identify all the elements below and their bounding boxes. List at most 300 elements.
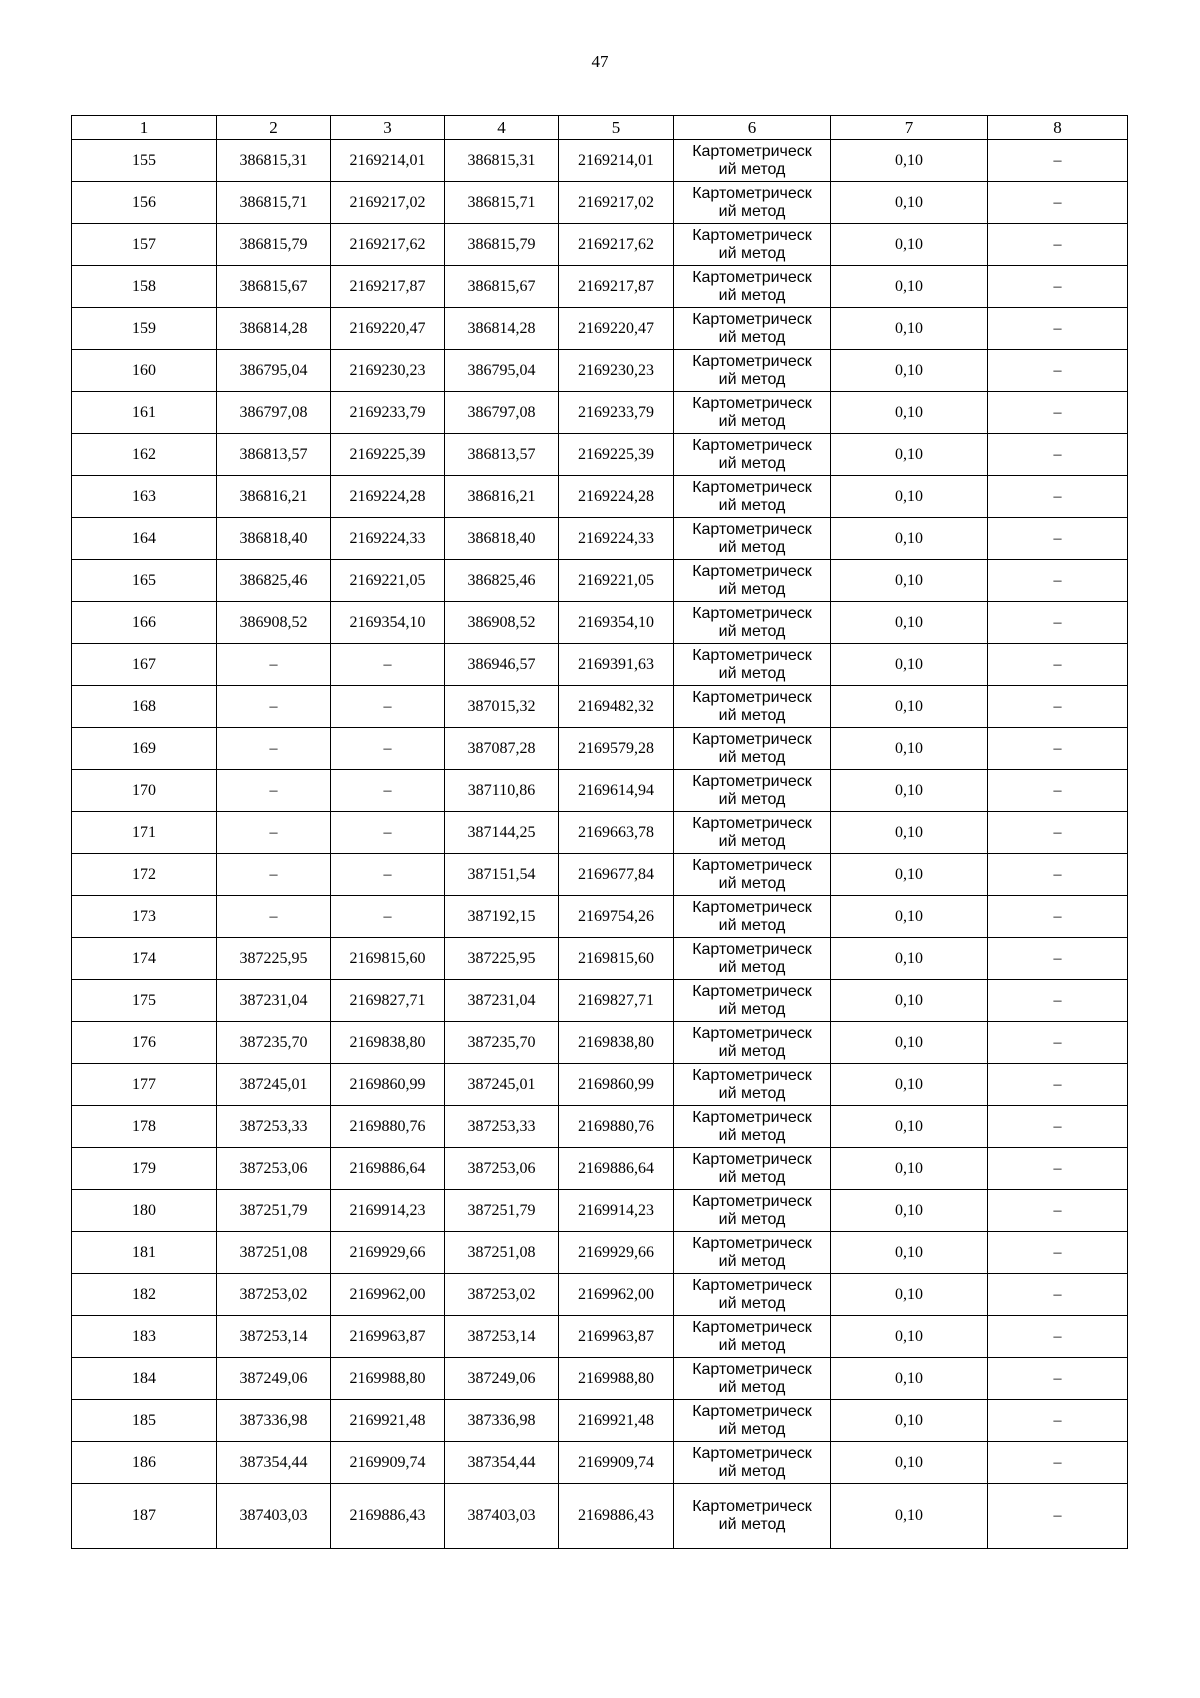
- method-text-line: ий метод: [718, 748, 786, 766]
- old-y-cell: 2169838,80: [331, 1022, 445, 1064]
- method-text-line: Картометрическ: [692, 1234, 812, 1252]
- point-number-cell: 179: [72, 1148, 217, 1190]
- method-cell: [674, 266, 831, 308]
- note-cell: –: [988, 854, 1128, 896]
- accuracy-cell: 0,10: [831, 140, 988, 182]
- method-text-line: ий метод: [718, 496, 786, 514]
- table-row: [72, 392, 1128, 434]
- note-cell: –: [988, 1190, 1128, 1232]
- old-y-cell: –: [331, 686, 445, 728]
- method-text-line: ий метод: [718, 664, 786, 682]
- point-number-cell: 178: [72, 1106, 217, 1148]
- note-cell: –: [988, 1064, 1128, 1106]
- method-cell: [674, 1274, 831, 1316]
- new-y-cell: 2169230,23: [559, 350, 674, 392]
- note-cell: –: [988, 476, 1128, 518]
- method-text-line: ий метод: [718, 538, 786, 556]
- old-x-cell: 386816,21: [217, 476, 331, 518]
- method-text-line: ий метод: [718, 1462, 786, 1480]
- column-header: 3: [331, 116, 445, 140]
- accuracy-cell: 0,10: [831, 476, 988, 518]
- old-y-cell: –: [331, 812, 445, 854]
- method-cell: [674, 728, 831, 770]
- table-row: [72, 602, 1128, 644]
- old-y-cell: 2169860,99: [331, 1064, 445, 1106]
- new-x-cell: 387245,01: [445, 1064, 559, 1106]
- accuracy-cell: 0,10: [831, 392, 988, 434]
- new-y-cell: 2169962,00: [559, 1274, 674, 1316]
- new-x-cell: 386815,31: [445, 140, 559, 182]
- table-row: [72, 560, 1128, 602]
- point-number-cell: 177: [72, 1064, 217, 1106]
- point-number-cell: 171: [72, 812, 217, 854]
- accuracy-cell: 0,10: [831, 350, 988, 392]
- new-x-cell: 386814,28: [445, 308, 559, 350]
- table-row: [72, 1022, 1128, 1064]
- new-y-cell: 2169963,87: [559, 1316, 674, 1358]
- note-cell: –: [988, 686, 1128, 728]
- new-y-cell: 2169909,74: [559, 1442, 674, 1484]
- table-body: [72, 140, 1128, 1549]
- method-text-line: ий метод: [718, 1420, 786, 1438]
- table-row: [72, 350, 1128, 392]
- header-row: [72, 116, 1128, 140]
- column-header: 2: [217, 116, 331, 140]
- point-number-cell: 175: [72, 980, 217, 1022]
- new-x-cell: 386813,57: [445, 434, 559, 476]
- method-text-line: ий метод: [718, 622, 786, 640]
- method-cell: [674, 1316, 831, 1358]
- method-text-line: ий метод: [718, 874, 786, 892]
- new-y-cell: 2169233,79: [559, 392, 674, 434]
- method-text-line: ий метод: [718, 1210, 786, 1228]
- old-x-cell: 387336,98: [217, 1400, 331, 1442]
- method-text-line: ий метод: [718, 1042, 786, 1060]
- accuracy-cell: 0,10: [831, 1232, 988, 1274]
- old-x-cell: 387249,06: [217, 1358, 331, 1400]
- old-x-cell: –: [217, 770, 331, 812]
- old-y-cell: 2169225,39: [331, 434, 445, 476]
- method-text-line: ий метод: [718, 370, 786, 388]
- old-y-cell: 2169217,02: [331, 182, 445, 224]
- old-x-cell: 386815,71: [217, 182, 331, 224]
- method-text-line: Картометрическ: [692, 1066, 812, 1084]
- new-x-cell: 386795,04: [445, 350, 559, 392]
- new-y-cell: 2169217,62: [559, 224, 674, 266]
- new-y-cell: 2169217,87: [559, 266, 674, 308]
- method-cell: [674, 812, 831, 854]
- old-y-cell: 2169224,28: [331, 476, 445, 518]
- old-x-cell: 387235,70: [217, 1022, 331, 1064]
- new-x-cell: 387253,06: [445, 1148, 559, 1190]
- note-cell: –: [988, 1316, 1128, 1358]
- table-row: [72, 1442, 1128, 1484]
- new-y-cell: 2169225,39: [559, 434, 674, 476]
- table-row: [72, 224, 1128, 266]
- method-cell: [674, 686, 831, 728]
- accuracy-cell: 0,10: [831, 1316, 988, 1358]
- old-x-cell: 387253,33: [217, 1106, 331, 1148]
- accuracy-cell: 0,10: [831, 1358, 988, 1400]
- accuracy-cell: 0,10: [831, 1106, 988, 1148]
- accuracy-cell: 0,10: [831, 854, 988, 896]
- accuracy-cell: 0,10: [831, 1274, 988, 1316]
- point-number-cell: 157: [72, 224, 217, 266]
- old-x-cell: 386795,04: [217, 350, 331, 392]
- new-y-cell: 2169929,66: [559, 1232, 674, 1274]
- coordinates-table: [71, 115, 1128, 1549]
- point-number-cell: 185: [72, 1400, 217, 1442]
- method-text-line: Картометрическ: [692, 520, 812, 538]
- new-x-cell: 386815,79: [445, 224, 559, 266]
- accuracy-cell: 0,10: [831, 728, 988, 770]
- method-cell: [674, 476, 831, 518]
- method-text-line: ий метод: [718, 244, 786, 262]
- note-cell: –: [988, 602, 1128, 644]
- old-x-cell: 387251,08: [217, 1232, 331, 1274]
- new-y-cell: 2169482,32: [559, 686, 674, 728]
- table-row: [72, 1148, 1128, 1190]
- new-y-cell: 2169663,78: [559, 812, 674, 854]
- method-cell: [674, 770, 831, 812]
- old-x-cell: –: [217, 854, 331, 896]
- old-x-cell: –: [217, 728, 331, 770]
- accuracy-cell: 0,10: [831, 812, 988, 854]
- method-cell: [674, 392, 831, 434]
- method-cell: [674, 1148, 831, 1190]
- column-header: 8: [988, 116, 1128, 140]
- method-text-line: Картометрическ: [692, 352, 812, 370]
- method-text-line: Картометрическ: [692, 184, 812, 202]
- method-text-line: Картометрическ: [692, 814, 812, 832]
- method-cell: [674, 644, 831, 686]
- old-y-cell: –: [331, 770, 445, 812]
- old-y-cell: 2169962,00: [331, 1274, 445, 1316]
- table-row: [72, 434, 1128, 476]
- point-number-cell: 173: [72, 896, 217, 938]
- method-cell: [674, 1022, 831, 1064]
- old-y-cell: 2169988,80: [331, 1358, 445, 1400]
- new-y-cell: 2169988,80: [559, 1358, 674, 1400]
- method-text-line: ий метод: [718, 454, 786, 472]
- new-y-cell: 2169886,64: [559, 1148, 674, 1190]
- method-text-line: ий метод: [718, 706, 786, 724]
- old-y-cell: 2169886,43: [331, 1484, 445, 1549]
- method-text-line: Картометрическ: [692, 1150, 812, 1168]
- new-x-cell: 386946,57: [445, 644, 559, 686]
- new-x-cell: 387192,15: [445, 896, 559, 938]
- point-number-cell: 164: [72, 518, 217, 560]
- method-text-line: Картометрическ: [692, 940, 812, 958]
- old-x-cell: 387403,03: [217, 1484, 331, 1549]
- method-cell: [674, 602, 831, 644]
- column-header: 1: [72, 116, 217, 140]
- old-x-cell: 386818,40: [217, 518, 331, 560]
- method-cell: [674, 1232, 831, 1274]
- method-text-line: Картометрическ: [692, 142, 812, 160]
- old-y-cell: 2169929,66: [331, 1232, 445, 1274]
- old-x-cell: 387225,95: [217, 938, 331, 980]
- old-y-cell: 2169827,71: [331, 980, 445, 1022]
- old-x-cell: 386908,52: [217, 602, 331, 644]
- old-y-cell: –: [331, 644, 445, 686]
- table-row: [72, 1484, 1128, 1549]
- new-y-cell: 2169614,94: [559, 770, 674, 812]
- method-text-line: ий метод: [718, 1516, 786, 1533]
- method-cell: [674, 1442, 831, 1484]
- table-row: [72, 854, 1128, 896]
- method-cell: [674, 308, 831, 350]
- accuracy-cell: 0,10: [831, 1484, 988, 1549]
- accuracy-cell: 0,10: [831, 1442, 988, 1484]
- method-text-line: Картометрическ: [692, 1108, 812, 1126]
- new-x-cell: 387110,86: [445, 770, 559, 812]
- old-x-cell: 387231,04: [217, 980, 331, 1022]
- table-row: [72, 1358, 1128, 1400]
- new-y-cell: 2169354,10: [559, 602, 674, 644]
- method-text-line: Картометрическ: [692, 226, 812, 244]
- new-x-cell: 387354,44: [445, 1442, 559, 1484]
- new-x-cell: 387336,98: [445, 1400, 559, 1442]
- old-y-cell: 2169354,10: [331, 602, 445, 644]
- method-text-line: ий метод: [718, 286, 786, 304]
- point-number-cell: 180: [72, 1190, 217, 1232]
- note-cell: –: [988, 434, 1128, 476]
- table-row: [72, 812, 1128, 854]
- old-x-cell: 386814,28: [217, 308, 331, 350]
- old-y-cell: –: [331, 728, 445, 770]
- old-x-cell: 386825,46: [217, 560, 331, 602]
- note-cell: –: [988, 1400, 1128, 1442]
- new-x-cell: 387403,03: [445, 1484, 559, 1549]
- method-text-line: ий метод: [718, 580, 786, 598]
- note-cell: –: [988, 182, 1128, 224]
- note-cell: –: [988, 938, 1128, 980]
- method-text-line: ий метод: [718, 160, 786, 178]
- accuracy-cell: 0,10: [831, 224, 988, 266]
- note-cell: –: [988, 560, 1128, 602]
- method-cell: [674, 1484, 831, 1549]
- accuracy-cell: 0,10: [831, 518, 988, 560]
- method-cell: [674, 140, 831, 182]
- method-cell: [674, 854, 831, 896]
- table-row: [72, 644, 1128, 686]
- method-cell: [674, 938, 831, 980]
- accuracy-cell: 0,10: [831, 434, 988, 476]
- point-number-cell: 163: [72, 476, 217, 518]
- method-text-line: ий метод: [718, 916, 786, 934]
- new-x-cell: 387249,06: [445, 1358, 559, 1400]
- method-text-line: Картометрическ: [692, 646, 812, 664]
- point-number-cell: 169: [72, 728, 217, 770]
- new-y-cell: 2169217,02: [559, 182, 674, 224]
- method-text-line: Картометрическ: [692, 394, 812, 412]
- accuracy-cell: 0,10: [831, 770, 988, 812]
- method-cell: [674, 182, 831, 224]
- point-number-cell: 181: [72, 1232, 217, 1274]
- point-number-cell: 176: [72, 1022, 217, 1064]
- note-cell: –: [988, 1106, 1128, 1148]
- new-x-cell: 386797,08: [445, 392, 559, 434]
- method-cell: [674, 896, 831, 938]
- accuracy-cell: 0,10: [831, 602, 988, 644]
- method-text-line: ий метод: [718, 832, 786, 850]
- accuracy-cell: 0,10: [831, 1148, 988, 1190]
- table-row: [72, 266, 1128, 308]
- table-row: [72, 896, 1128, 938]
- method-text-line: ий метод: [718, 1000, 786, 1018]
- method-text-line: ий метод: [718, 1294, 786, 1312]
- old-x-cell: 386813,57: [217, 434, 331, 476]
- method-text-line: Картометрическ: [692, 310, 812, 328]
- accuracy-cell: 0,10: [831, 1400, 988, 1442]
- method-text-line: Картометрическ: [692, 436, 812, 454]
- point-number-cell: 158: [72, 266, 217, 308]
- new-y-cell: 2169220,47: [559, 308, 674, 350]
- old-y-cell: 2169224,33: [331, 518, 445, 560]
- point-number-cell: 172: [72, 854, 217, 896]
- method-text-line: ий метод: [718, 1252, 786, 1270]
- old-y-cell: 2169233,79: [331, 392, 445, 434]
- method-cell: [674, 1358, 831, 1400]
- new-y-cell: 2169754,26: [559, 896, 674, 938]
- new-y-cell: 2169838,80: [559, 1022, 674, 1064]
- table-row: [72, 1274, 1128, 1316]
- new-y-cell: 2169391,63: [559, 644, 674, 686]
- table-row: [72, 308, 1128, 350]
- accuracy-cell: 0,10: [831, 308, 988, 350]
- new-y-cell: 2169827,71: [559, 980, 674, 1022]
- new-x-cell: 387253,33: [445, 1106, 559, 1148]
- method-cell: [674, 1190, 831, 1232]
- method-text-line: Картометрическ: [692, 688, 812, 706]
- new-x-cell: 387015,32: [445, 686, 559, 728]
- note-cell: –: [988, 728, 1128, 770]
- table-row: [72, 980, 1128, 1022]
- old-y-cell: 2169963,87: [331, 1316, 445, 1358]
- method-cell: [674, 350, 831, 392]
- method-cell: [674, 224, 831, 266]
- note-cell: –: [988, 224, 1128, 266]
- method-text-line: Картометрическ: [692, 562, 812, 580]
- accuracy-cell: 0,10: [831, 644, 988, 686]
- old-y-cell: 2169221,05: [331, 560, 445, 602]
- old-y-cell: 2169217,62: [331, 224, 445, 266]
- new-x-cell: 387144,25: [445, 812, 559, 854]
- note-cell: –: [988, 140, 1128, 182]
- point-number-cell: 156: [72, 182, 217, 224]
- point-number-cell: 167: [72, 644, 217, 686]
- new-y-cell: 2169579,28: [559, 728, 674, 770]
- note-cell: –: [988, 896, 1128, 938]
- new-x-cell: 386818,40: [445, 518, 559, 560]
- point-number-cell: 183: [72, 1316, 217, 1358]
- method-text-line: ий метод: [718, 1126, 786, 1144]
- method-text-line: ий метод: [718, 1336, 786, 1354]
- method-cell: [674, 434, 831, 476]
- old-y-cell: 2169214,01: [331, 140, 445, 182]
- new-y-cell: 2169677,84: [559, 854, 674, 896]
- method-text-line: Картометрическ: [692, 1276, 812, 1294]
- note-cell: –: [988, 1442, 1128, 1484]
- new-y-cell: 2169860,99: [559, 1064, 674, 1106]
- new-y-cell: 2169914,23: [559, 1190, 674, 1232]
- new-x-cell: 387253,02: [445, 1274, 559, 1316]
- method-text-line: Картометрическ: [692, 1192, 812, 1210]
- new-x-cell: 387235,70: [445, 1022, 559, 1064]
- new-x-cell: 387087,28: [445, 728, 559, 770]
- method-text-line: ий метод: [718, 412, 786, 430]
- note-cell: –: [988, 1022, 1128, 1064]
- accuracy-cell: 0,10: [831, 266, 988, 308]
- point-number-cell: 186: [72, 1442, 217, 1484]
- table-row: [72, 1106, 1128, 1148]
- old-y-cell: 2169220,47: [331, 308, 445, 350]
- old-y-cell: –: [331, 854, 445, 896]
- old-y-cell: 2169815,60: [331, 938, 445, 980]
- point-number-cell: 165: [72, 560, 217, 602]
- note-cell: –: [988, 1358, 1128, 1400]
- accuracy-cell: 0,10: [831, 1064, 988, 1106]
- old-y-cell: 2169886,64: [331, 1148, 445, 1190]
- column-header: 5: [559, 116, 674, 140]
- old-x-cell: 387253,06: [217, 1148, 331, 1190]
- method-cell: [674, 560, 831, 602]
- accuracy-cell: 0,10: [831, 686, 988, 728]
- new-x-cell: 387231,04: [445, 980, 559, 1022]
- method-text-line: Картометрическ: [692, 1444, 812, 1462]
- column-header: 7: [831, 116, 988, 140]
- method-text-line: Картометрическ: [692, 898, 812, 916]
- method-text-line: Картометрическ: [692, 1024, 812, 1042]
- new-x-cell: 387251,08: [445, 1232, 559, 1274]
- method-text-line: ий метод: [718, 328, 786, 346]
- method-text-line: Картометрическ: [692, 982, 812, 1000]
- new-x-cell: 386908,52: [445, 602, 559, 644]
- column-header: 6: [674, 116, 831, 140]
- method-text-line: Картометрическ: [692, 478, 812, 496]
- table-row: [72, 1400, 1128, 1442]
- table-row: [72, 140, 1128, 182]
- note-cell: –: [988, 1484, 1128, 1549]
- note-cell: –: [988, 350, 1128, 392]
- method-text-line: ий метод: [718, 1168, 786, 1186]
- note-cell: –: [988, 644, 1128, 686]
- new-x-cell: 387151,54: [445, 854, 559, 896]
- table-row: [72, 1232, 1128, 1274]
- method-text-line: Картометрическ: [692, 856, 812, 874]
- method-text-line: ий метод: [718, 790, 786, 808]
- new-y-cell: 2169224,33: [559, 518, 674, 560]
- accuracy-cell: 0,10: [831, 938, 988, 980]
- accuracy-cell: 0,10: [831, 1022, 988, 1064]
- method-cell: [674, 980, 831, 1022]
- new-x-cell: 386815,71: [445, 182, 559, 224]
- note-cell: –: [988, 1232, 1128, 1274]
- new-x-cell: 386816,21: [445, 476, 559, 518]
- new-x-cell: 387253,14: [445, 1316, 559, 1358]
- point-number-cell: 170: [72, 770, 217, 812]
- old-y-cell: 2169909,74: [331, 1442, 445, 1484]
- old-x-cell: 386815,31: [217, 140, 331, 182]
- method-text-line: Картометрическ: [692, 268, 812, 286]
- new-y-cell: 2169880,76: [559, 1106, 674, 1148]
- old-y-cell: 2169217,87: [331, 266, 445, 308]
- new-y-cell: 2169221,05: [559, 560, 674, 602]
- point-number-cell: 162: [72, 434, 217, 476]
- point-number-cell: 184: [72, 1358, 217, 1400]
- new-y-cell: 2169815,60: [559, 938, 674, 980]
